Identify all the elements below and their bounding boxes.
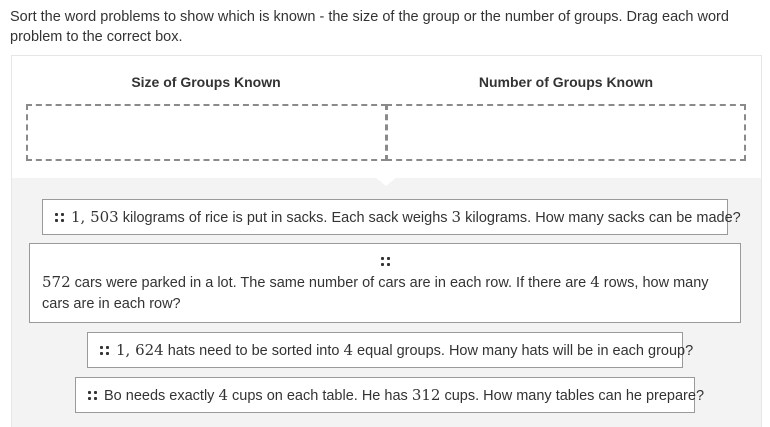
card-number: 312 [411,386,441,404]
column-header-size-of-groups: Size of Groups Known [131,74,281,90]
card-text: rows, how many cars are in each row? [42,275,709,312]
card-text: kilograms. How many sacks can be made? [461,210,741,226]
card-text: kilograms of rice is put in sacks. Each sack weighs [118,210,452,226]
word-problem-card-rice[interactable] [42,199,741,235]
card-text: hats need to be sorted into [163,343,344,359]
card-number: 1, 624 [116,341,164,359]
card-text: cups on each table. He has [228,388,412,404]
word-problem-card-cups[interactable] [75,377,705,413]
card-text: cups. How many tables can he prepare? [440,388,705,404]
word-problem-card-hats[interactable] [87,332,694,368]
drop-area-pointer [375,177,397,186]
card-number: 4 [590,273,600,291]
drop-box-number-of-groups[interactable] [386,104,746,161]
card-text: equal groups. How many hats will be in each group? [353,343,694,359]
card-number: 4 [218,386,229,404]
card-text-block [42,272,728,315]
drag-handle-icon[interactable] [381,257,390,266]
drop-box-size-of-groups[interactable] [26,104,387,161]
card-number: 1, 503 [71,208,119,226]
card-number: 4 [343,341,354,359]
instructions-text: Sort the word problems to show which is known - the size of the group or the number of groups. Drag each word problem to the correct box. [10,9,729,45]
word-problem-card-cars[interactable] [29,243,741,323]
column-header-number-of-groups: Number of Groups Known [478,74,654,90]
drop-area [12,56,761,178]
drag-handle-icon[interactable] [100,346,109,355]
card-number: 3 [451,208,462,226]
drag-handle-icon[interactable] [55,213,64,222]
card-text: cars were parked in a lot. The same number of cars are in each row. If there are [70,275,591,291]
drag-handle-icon[interactable] [88,391,97,400]
sorting-panel [11,55,762,427]
card-text: Bo needs exactly [104,388,219,404]
card-number: 572 [42,273,71,291]
